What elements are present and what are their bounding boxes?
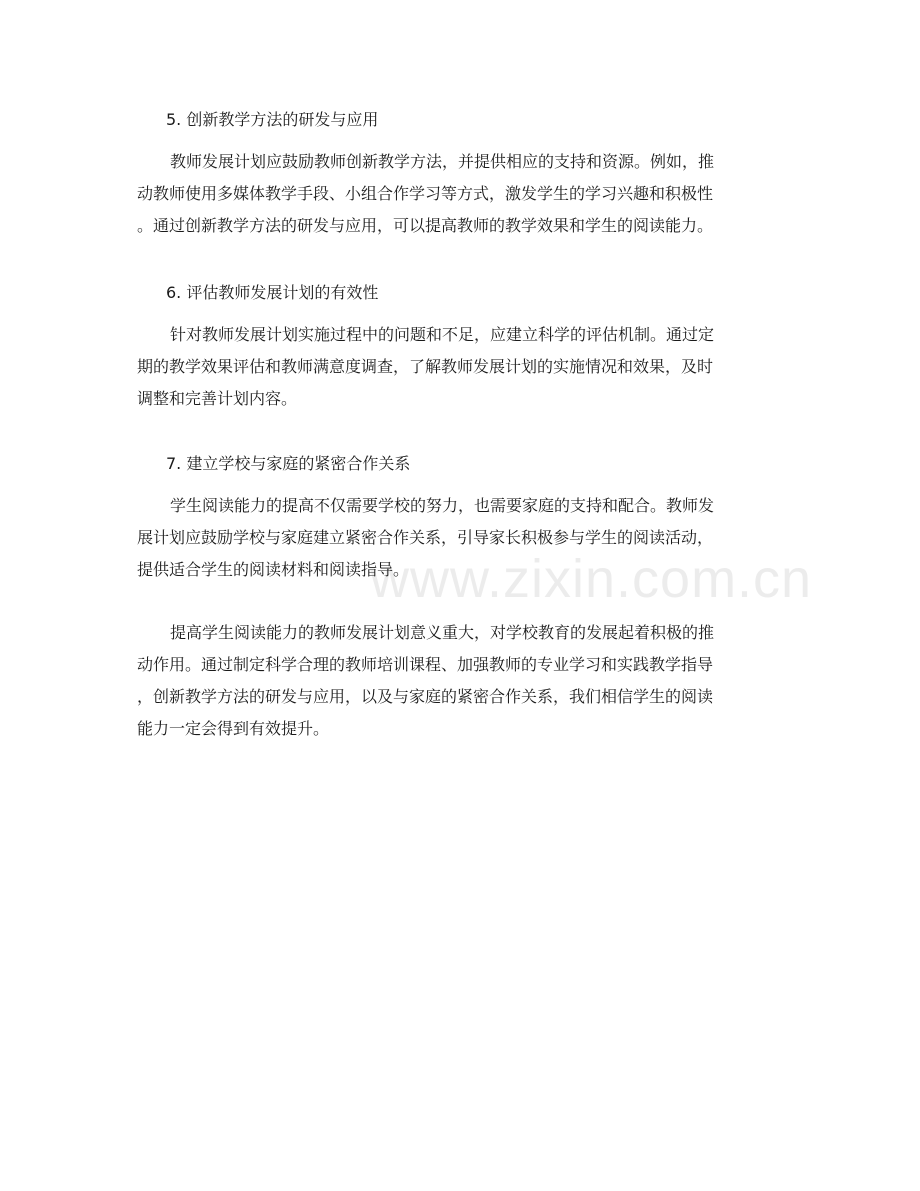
section-heading-6: 6. 评估教师发展计划的有效性 [166,283,379,302]
paragraph-line: 能力一定会得到有效提升。 [137,719,330,738]
paragraph-line: 提高学生阅读能力的教师发展计划意义重大，对学校教育的发展起着积极的推 [170,623,715,642]
paragraph-line: 教师发展计划应鼓励教师创新教学方法，并提供相应的支持和资源。例如，推 [170,152,715,171]
section-heading-5: 5. 创新教学方法的研发与应用 [166,110,379,129]
watermark-text: www.zixin.com.cn [370,549,813,609]
paragraph-line: 展计划应鼓励学校与家庭建立紧密合作关系，引导家长积极参与学生的阅读活动， [137,528,714,547]
paragraph-line: 动作用。通过制定科学合理的教师培训课程、加强教师的专业学习和实践教学指导 [137,655,714,674]
section-heading-7: 7. 建立学校与家庭的紧密合作关系 [166,454,411,473]
paragraph-line: 提供适合学生的阅读材料和阅读指导。 [137,560,410,579]
section-paragraph-6 [137,319,787,415]
paragraph-line: ，创新教学方法的研发与应用，以及与家庭的紧密合作关系，我们相信学生的阅读 [137,687,714,706]
section-paragraph-5 [137,146,787,242]
paragraph-line: 期的教学效果评估和教师满意度调查，了解教师发展计划的实施情况和效果，及时 [137,357,714,376]
paragraph-line: 学生阅读能力的提高不仅需要学校的努力，也需要家庭的支持和配合。教师发 [170,496,715,515]
paragraph-line: 动教师使用多媒体教学手段、小组合作学习等方式，激发学生的学习兴趣和积极性 [137,184,714,203]
conclusion-paragraph [137,617,787,745]
paragraph-line: 。通过创新教学方法的研发与应用，可以提高教师的教学效果和学生的阅读能力。 [137,216,714,235]
paragraph-line: 调整和完善计划内容。 [137,389,298,408]
paragraph-line: 针对教师发展计划实施过程中的问题和不足，应建立科学的评估机制。通过定 [170,325,715,344]
